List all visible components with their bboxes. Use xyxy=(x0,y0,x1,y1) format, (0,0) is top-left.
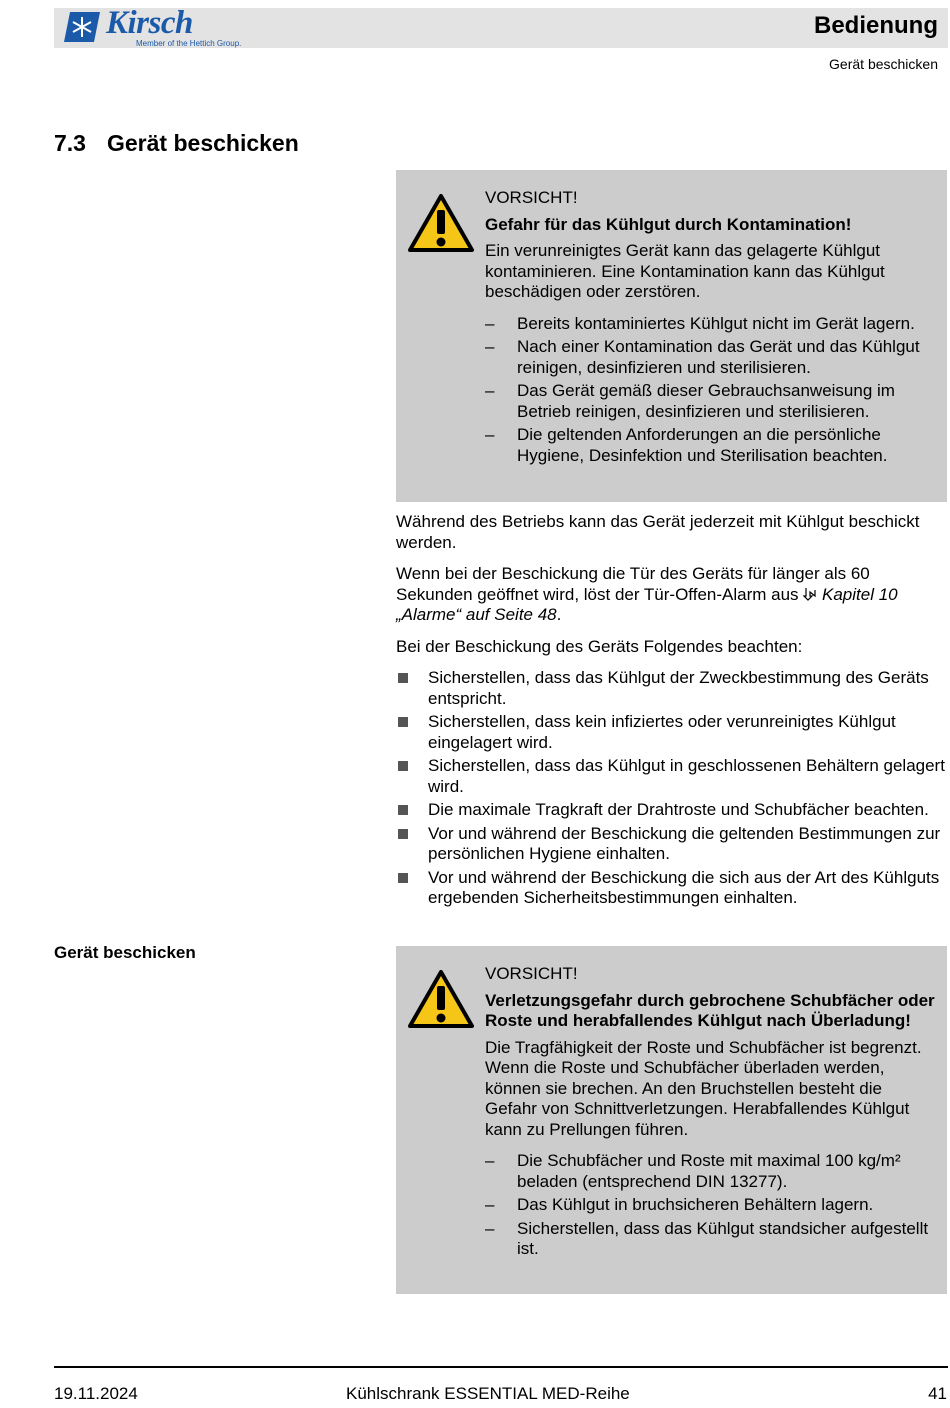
warning-title: Verletzungsgefahr durch gebrochene Schubfächer oder Roste und herabfallendes Kühlgut nach Überladung! xyxy=(485,990,935,1030)
warning-measures-list xyxy=(485,1151,937,1260)
warning-triangle-icon xyxy=(406,968,476,1030)
footer-document-title: Kühlschrank ESSENTIAL MED-Reihe xyxy=(346,1384,630,1403)
logo-wordmark: Kirsch xyxy=(106,5,193,41)
warning-body: Ein verunreinigtes Gerät kann das gelagerte Kühlgut kontaminieren. Eine Kontamination kann das Kühlgut beschädigen oder zerstören. xyxy=(485,241,885,301)
warning-measure: – Die Schubfächer und Roste mit maximal 100 kg/m² beladen (entsprechend DIN 13277). xyxy=(485,1151,901,1191)
reference-arrow-icon xyxy=(803,587,817,601)
main-content xyxy=(396,512,947,912)
warning-body: Die Tragfähigkeit der Roste und Schubfächer ist begrenzt. Wenn die Roste und Schubfächer überladen werden, können sie brechen. An den Bruchstellen besteht die Gefahr von Schnittverletzungen. Herabfallendes Kühlgut kann zu Prellungen führen. xyxy=(485,1037,922,1139)
subsection-title: Gerät beschicken xyxy=(829,56,938,72)
warning-measure: – Bereits kontaminiertes Kühlgut nicht im Gerät lagern. xyxy=(485,313,915,333)
paragraph: Während des Betriebs kann das Gerät jederzeit mit Kühlgut beschickt werden. xyxy=(396,512,920,552)
bullet-square-icon xyxy=(398,717,408,727)
footer-divider xyxy=(54,1366,948,1368)
warning-measure: – Nach einer Kontamination das Gerät und das Kühlgut reinigen, desinfizieren und sterilisieren. xyxy=(485,337,920,377)
chapter-title: Bedienung xyxy=(814,12,938,39)
bullet-square-icon xyxy=(398,873,408,883)
bullet-square-icon xyxy=(398,673,408,683)
warning-measures-list xyxy=(485,314,937,467)
warning-signal-word: VORSICHT! xyxy=(485,188,578,207)
list-item: Die maximale Tragkraft der Drahtroste und Schubfächer beachten. xyxy=(396,800,947,821)
chapter-reference-link[interactable]: Kapitel 10 „Alarme“ auf Seite 48 xyxy=(396,584,898,624)
warning-title: Gefahr für das Kühlgut durch Kontamination! xyxy=(485,214,852,234)
logo-tagline: Member of the Hettich Group. xyxy=(136,39,242,48)
warning-measure: – Das Kühlgut in bruchsicheren Behältern lagern. xyxy=(485,1195,874,1214)
footer-date: 19.11.2024 xyxy=(54,1384,138,1403)
list-item: Vor und während der Beschickung die geltenden Bestimmungen zur persönlichen Hygiene einhalten. xyxy=(396,824,947,865)
warning-box-overload xyxy=(396,946,947,1294)
list-item: Sicherstellen, dass kein infiziertes oder verunreinigtes Kühlgut eingelagert wird. xyxy=(396,712,947,753)
list-item: Sicherstellen, dass das Kühlgut in geschlossenen Behältern gelagert wird. xyxy=(396,756,947,797)
bullet-list xyxy=(396,668,947,909)
paragraph: Bei der Beschickung des Geräts Folgendes beachten: xyxy=(396,636,803,656)
side-label: Gerät beschicken xyxy=(54,943,196,962)
paragraph-alarm: Wenn bei der Beschickung die Tür des Geräts für länger als 60 Sekunden geöffnet wird, löst der Tür-Offen-Alarm aus Kapitel 10 „Alarme“ auf Seite 48. xyxy=(396,564,898,624)
warning-measure: – Sicherstellen, dass das Kühlgut standsicher aufgestellt ist. xyxy=(485,1218,929,1258)
warning-measure: – Die geltenden Anforderungen an die persönliche Hygiene, Desinfektion und Sterilisation beachten. xyxy=(485,425,888,465)
kirsch-logo xyxy=(64,5,254,50)
warning-measure: – Das Gerät gemäß dieser Gebrauchsanweisung im Betrieb reinigen, desinfizieren und sterilisieren. xyxy=(485,381,895,421)
bullet-square-icon xyxy=(398,761,408,771)
list-item: Vor und während der Beschickung die sich aus der Art des Kühlguts ergebenden Sicherheitsbestimmungen einhalten. xyxy=(396,868,947,909)
section-number: 7.3 xyxy=(54,130,86,156)
bullet-square-icon xyxy=(398,805,408,815)
page-number: 41 xyxy=(928,1384,947,1403)
snowflake-logo-icon xyxy=(64,8,104,46)
list-item: Sicherstellen, dass das Kühlgut der Zweckbestimmung des Geräts entspricht. xyxy=(396,668,947,709)
section-title: Gerät beschicken xyxy=(107,130,299,156)
section-heading xyxy=(54,130,299,157)
warning-box-contamination xyxy=(396,170,947,502)
bullet-square-icon xyxy=(398,829,408,839)
warning-signal-word: VORSICHT! xyxy=(485,964,578,983)
warning-triangle-icon xyxy=(406,192,476,254)
